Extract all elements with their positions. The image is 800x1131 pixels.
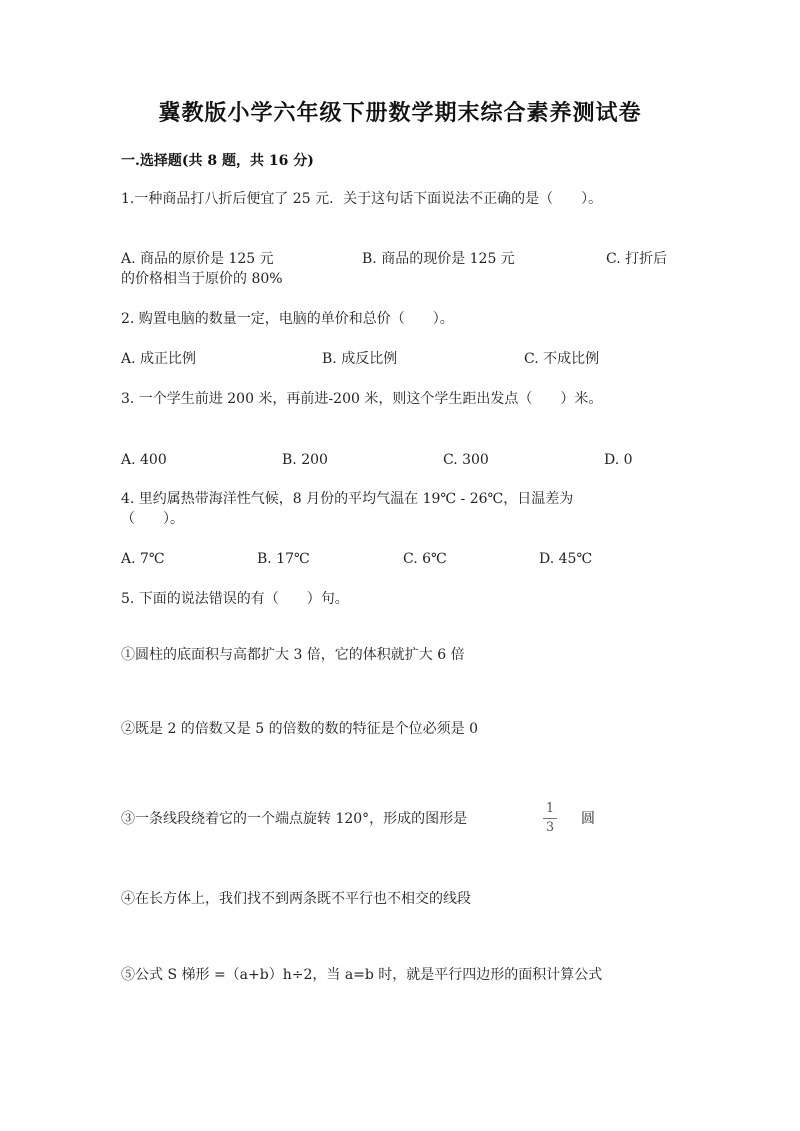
question-1-stem: 1.一种商品打八折后便宜了 25 元．关于这句话下面说法不正确的是（ ）。 [121,191,603,207]
question-1-option-c: C. 打折后 [606,251,668,267]
question-4-option-a: A. 7℃ [121,551,165,567]
fraction-one-third [540,801,560,836]
question-3-stem: 3. 一个学生前进 200 米，再前进-200 米，则这个学生距出发点（ ）米。 [121,391,603,407]
fraction-denominator: 3 [545,820,555,835]
question-2-option-c: C. 不成比例 [524,351,600,367]
question-4-option-d: D. 45℃ [539,551,593,567]
question-5-statement-3-end: 圆 [581,811,595,827]
question-5-stem: 5. 下面的说法错误的有（ ）句。 [121,591,349,607]
fraction-bar [543,818,557,819]
question-5-statement-2: ②既是 2 的倍数又是 5 的倍数的数的特征是个位必须是 0 [121,721,478,737]
fraction-numerator: 1 [545,801,555,816]
question-1-option-b: B. 商品的现价是 125 元 [362,251,515,267]
question-5-statement-1: ①圆柱的底面积与高都扩大 3 倍，它的体积就扩大 6 倍 [121,647,465,663]
section-heading: 一.选择题(共 8 题，共 16 分) [121,153,314,169]
question-1-option-a: A. 商品的原价是 125 元 [121,251,274,267]
question-3-option-c: C. 300 [443,452,489,468]
question-5-statement-5: ⑤公式 S 梯形 =（a+b）h÷2，当 a=b 时，就是平行四边形的面积计算公式 [121,967,603,983]
question-3-option-d: D. 0 [604,452,633,468]
question-4-stem-continued: （ ）。 [121,511,184,527]
question-4-stem: 4. 里约属热带海洋性气候，8 月份的平均气温在 19℃ - 26℃，日温差为 [121,491,574,507]
question-4-option-b: B. 17℃ [257,551,310,567]
question-4-option-c: C. 6℃ [403,551,447,567]
question-3-option-b: B. 200 [282,452,328,468]
question-3-option-a: A. 400 [121,452,167,468]
page-title: 冀教版小学六年级下册数学期末综合素养测试卷 [158,100,642,126]
question-2-stem: 2. 购置电脑的数量一定，电脑的单价和总价（ ）。 [121,311,454,327]
question-5-statement-4: ④在长方体上，我们找不到两条既不平行也不相交的线段 [121,891,471,907]
question-2-option-b: B. 成反比例 [322,351,398,367]
question-5-statement-3: ③一条线段绕着它的一个端点旋转 120°，形成的图形是 [121,811,468,827]
question-1-option-c-continued: 的价格相当于原价的 80% [121,271,283,287]
question-2-option-a: A. 成正比例 [121,351,197,367]
